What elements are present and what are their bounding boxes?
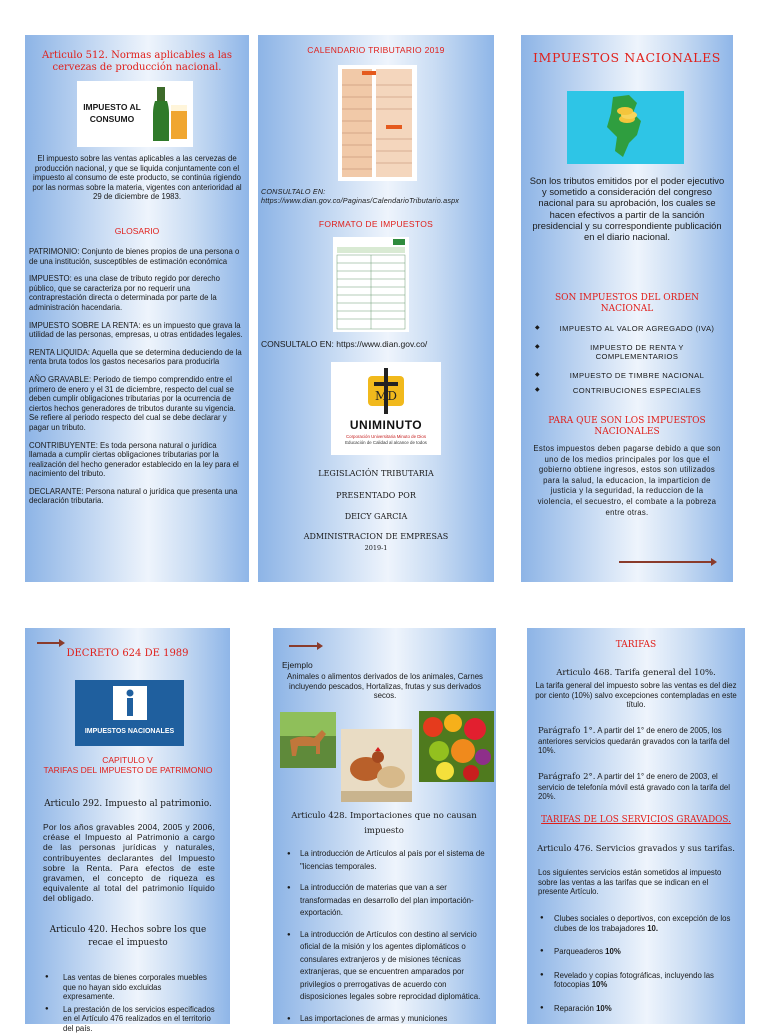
glosario-item: IMPUESTO: es una clase de tributo regido por derecho público, que se caracteriza por no requerir una contraprestación directa o determinada por parte de la administración hacendaria. [29,274,220,312]
list-item: ● Las ventas de bienes corporales muebles que no hayan sido excluidas expresamente. [45,973,215,1002]
list-item [540,971,734,990]
para-que-title: PARA QUE SON LOS IMPUESTOS NACIONALES [548,416,706,437]
servicios-gravados-title: TARIFAS DE LOS SERVICIOS GRAVADOS. [541,815,731,825]
paragrafo-1-text: A partir del 1° de enero de 2005, los anteriores servicios quedarán gravados con la tarifa del 10%. [538,726,730,756]
glosario-title: GLOSARIO [114,226,160,236]
servicio-text: Reparación [554,1003,594,1013]
list-item [540,914,734,933]
hechos-list [45,973,215,1034]
brochure-panel-calendario [258,35,494,582]
ejemplo-text: Animales o alimentos derivados de los animales, Carnes incluyendo pescados, Hortalizas, frutas y sus derivados secos. [287,672,483,701]
uniminuto-emblem-icon [366,368,406,414]
impuesto-consumo-image [77,81,193,147]
course-title: LEGISLACIÓN TRIBUTARIA [318,469,434,478]
fruits-vegetables-image [419,711,494,782]
articulo-468-title: Articulo 468. Tarifa general del 10%. [556,668,716,678]
articulo-292-title: Articulo 292. Impuesto al patrimonio. [44,799,212,809]
glosario-item: RENTA LIQUIDA: Aquella que se determina deduciendo de la renta bruta todos los gastos necesarios para producirla [29,347,242,367]
capitulo-subtitle: TARIFAS DEL IMPUESTO DE PATRIMONIO [43,765,213,775]
impuestos-nacionales-logo [75,680,184,746]
orden-nacional-list [535,324,725,396]
calendario-link-text[interactable]: CONSULTALO EN: https://www.dian.gov.co/Paginas/CalendarioTributario.aspx [261,187,460,205]
list-item: ◆ CONTRIBUCIONES ESPECIALES [535,386,725,396]
servicio-text: Revelado y copias fotográficas, incluyendo las fotocopias [554,970,714,990]
brochure-panel-impuestos-nacionales [521,35,733,582]
tarifas-title: TARIFAS [615,640,657,650]
impuestos-nacionales-description: Son los tributos emitidos por el poder ejecutivo y sometido a consideración del congreso nacional para su aprobación, los cuales se hacen efectivos a partir de la sanción presidencial y su correspondiente publicación en el diario nacional. [529,175,725,243]
articulo-428-title: Articulo 428. Importaciones que no causan impuesto [291,811,477,836]
servicio-text: Clubes sociales o deportivos, con excepción de los clubes de los trabajadores [554,914,731,933]
impuestos-nacionales-title: IMPUESTOS NACIONALES [533,50,721,65]
uniminuto-logo [331,362,441,455]
beer-bottle-icon [145,85,189,143]
uniminuto-name: UNIMINUTO [349,418,423,432]
chickens-image [341,729,412,802]
impuestos-nacionales-logo-label: IMPUESTOS NACIONALES [84,728,175,735]
glosario-item: DECLARANTE: Persona natural o jurídica que presenta una declaración tributaria. [29,486,238,506]
paragrafo-2-label: Parágrafo 2°. [538,772,596,782]
servicio-text: Parqueaderos [554,947,603,957]
list-item: ◆ IMPUESTO DE TIMBRE NACIONAL [535,371,725,381]
formato-impuestos-image [333,237,409,332]
svg-text:MD: MD [375,389,397,403]
servicios-list [540,914,734,1014]
paragrafo-1 [538,726,738,756]
presented-label: PRESENTADO POR [336,491,416,500]
orden-nacional-title: SON IMPUESTOS DEL ORDEN NACIONAL [554,293,700,314]
list-item [540,1004,734,1014]
list-item: ● La introducción de Artículos con destino al servicio oficial de la misión y los agentes diplomáticos o consulares extranjeros y de misiones técnicas extranjeras, que se encuentren amparados por privilegios o prerrogativas de acuerdo con disposiciones legales sobre reprocidad diplomática. [287,929,493,1004]
articulo-468-text: La tarifa general del impuesto sobre las ventas es del diez por ciento (10%) salvo excepciones contempladas en este título. [535,681,737,710]
servicio-rate: 10% [596,1003,612,1013]
paragrafo-1-label: Parágrafo 1°. [538,726,596,736]
glosario-item: PATRIMONIO: Conjunto de bienes propios de una persona o de una institución, susceptibles de estimación económica [29,247,240,266]
list-item: ● Las importaciones de armas y municiones [287,1013,493,1026]
servicio-rate: 10. [647,923,659,933]
importaciones-list [287,848,493,1025]
para-que-text: Estos impuestos deben pagarse debido a que son uno de los medios principales por los que el gobierno obtiene ingresos, estos son utilizados para la salud, la educacion, la imparticion de justicia y la seguridad, la reduccion de la violencia, el secuestro, el combate a la pobreza entre otras. [533,444,721,517]
colombia-map-coins-image [567,91,684,164]
academic-term: 2019-1 [364,544,388,552]
paragrafo-2-text: A partir del 1° de enero de 2003, el servicio de telefonía móvil está gravado con la tarifa del 20%. [538,772,730,802]
list-item: ● La introducción de Artículos al país por el sistema de "licencias temporales. [287,848,493,873]
articulo-512-heading: Articulo 512. Normas aplicables a las cervezas de producción nacional. [42,50,232,73]
arrow-icon [37,642,63,644]
author-name: DEICY GARCIA [344,512,408,521]
list-item: ● La prestación de los servicios especificados en el Artículo 476 realizados en el territorio del país. [45,1005,215,1034]
brochure-panel-importaciones [273,628,496,1024]
calendario-title: CALENDARIO TRIBUTARIO 2019 [307,45,445,55]
brochure-panel-decreto [25,628,230,1033]
impuesto-consumo-label: IMPUESTO AL CONSUMO [83,102,141,124]
uniminuto-slogan: Educación de Calidad al alcance de todos [345,440,427,445]
arrow-icon [289,645,321,647]
program-name: ADMINISTRACION DE EMPRESAS [303,532,449,541]
articulo-292-text: Por los años gravables 2004, 2005 y 2006, créase el Impuesto al Patrimonio a cargo de las personas jurídicas y naturales, contribuyentes declarantes del Impuesto sobre la Renta. Para efectos de este gravamen, el concepto de riqueza es equivalente al total del patrimonio líquido del obligado. [43,822,215,904]
brochure-panel-cerveza [25,35,249,582]
decreto-title: DECRETO 624 DE 1989 [66,648,189,659]
list-item: ◆ IMPUESTO AL VALOR AGREGADO (IVA) [535,324,725,334]
dian-link-text[interactable]: CONSULTALO EN: https://www.dian.gov.co/ [261,339,428,349]
uniminuto-subtitle: Corporación Universitaria Minuto de Dios [345,434,427,439]
articulo-420-title: Articulo 420. Hechos sobre los que recae el impuesto [49,925,207,948]
articulo-476-title: Articulo 476. Servicios gravados y sus tarifas. [537,844,735,854]
paragrafo-2 [538,772,738,802]
cerveza-intro-text: El impuesto sobre las ventas aplicables a las cervezas de producción nacional, y que se liquida conjuntamente con el impuesto al consumo de este producto, se continúa rigiendo por las normas sobre la materia, vigentes con anterioridad al 29 de diciembre de 1983. [32,154,242,202]
list-item: ● La introducción de materias que van a ser transformadas en desarrollo del plan importación- exportación. [287,882,493,920]
calendario-tributario-image [338,65,417,181]
capitulo-title: CAPITULO V [102,755,153,765]
glosario-list [29,247,246,514]
glosario-item: CONTRIBUYENTE: Es toda persona natural o jurídica llamada a cumplir ciertas obligaciones tributarias por la realización del hecho generador establecido en la ley para el nacimiento del tributo. [29,440,239,479]
next-arrow-icon [619,561,715,563]
list-item: ◆ IMPUESTO DE RENTA Y COMPLEMENTARIOS [535,343,725,362]
ejemplo-title: Ejemplo [282,660,313,670]
servicio-rate: 10% [591,980,608,990]
dian-emblem-icon [113,686,147,720]
glosario-item: AÑO GRAVABLE: Periodo de tiempo comprendido entre el primero de enero y el 31 de diciembre, respecto del cual se deben cumplir obligaciones tributarias por la ocurrencia de ciertos hechos generadores de tributos durante su vigencia. Se refiere al periodo respecto del cual se debe declarar y pagar un tributo. [29,374,236,432]
list-item [540,947,734,957]
servicio-rate: 10% [605,947,621,957]
brochure-panel-tarifas [527,628,745,1024]
horse-image [280,712,336,768]
glosario-item: IMPUESTO SOBRE LA RENTA: es un impuesto que grava la utilidad de las personas, empresas, u otras entidades legales. [29,320,243,340]
formato-impuestos-title: FORMATO DE IMPUESTOS [318,219,434,229]
articulo-476-text: Los siguientes servicios están sometidos al impuesto sobre las ventas a las tarifas que se indican en el presente Artículo. [538,868,722,897]
